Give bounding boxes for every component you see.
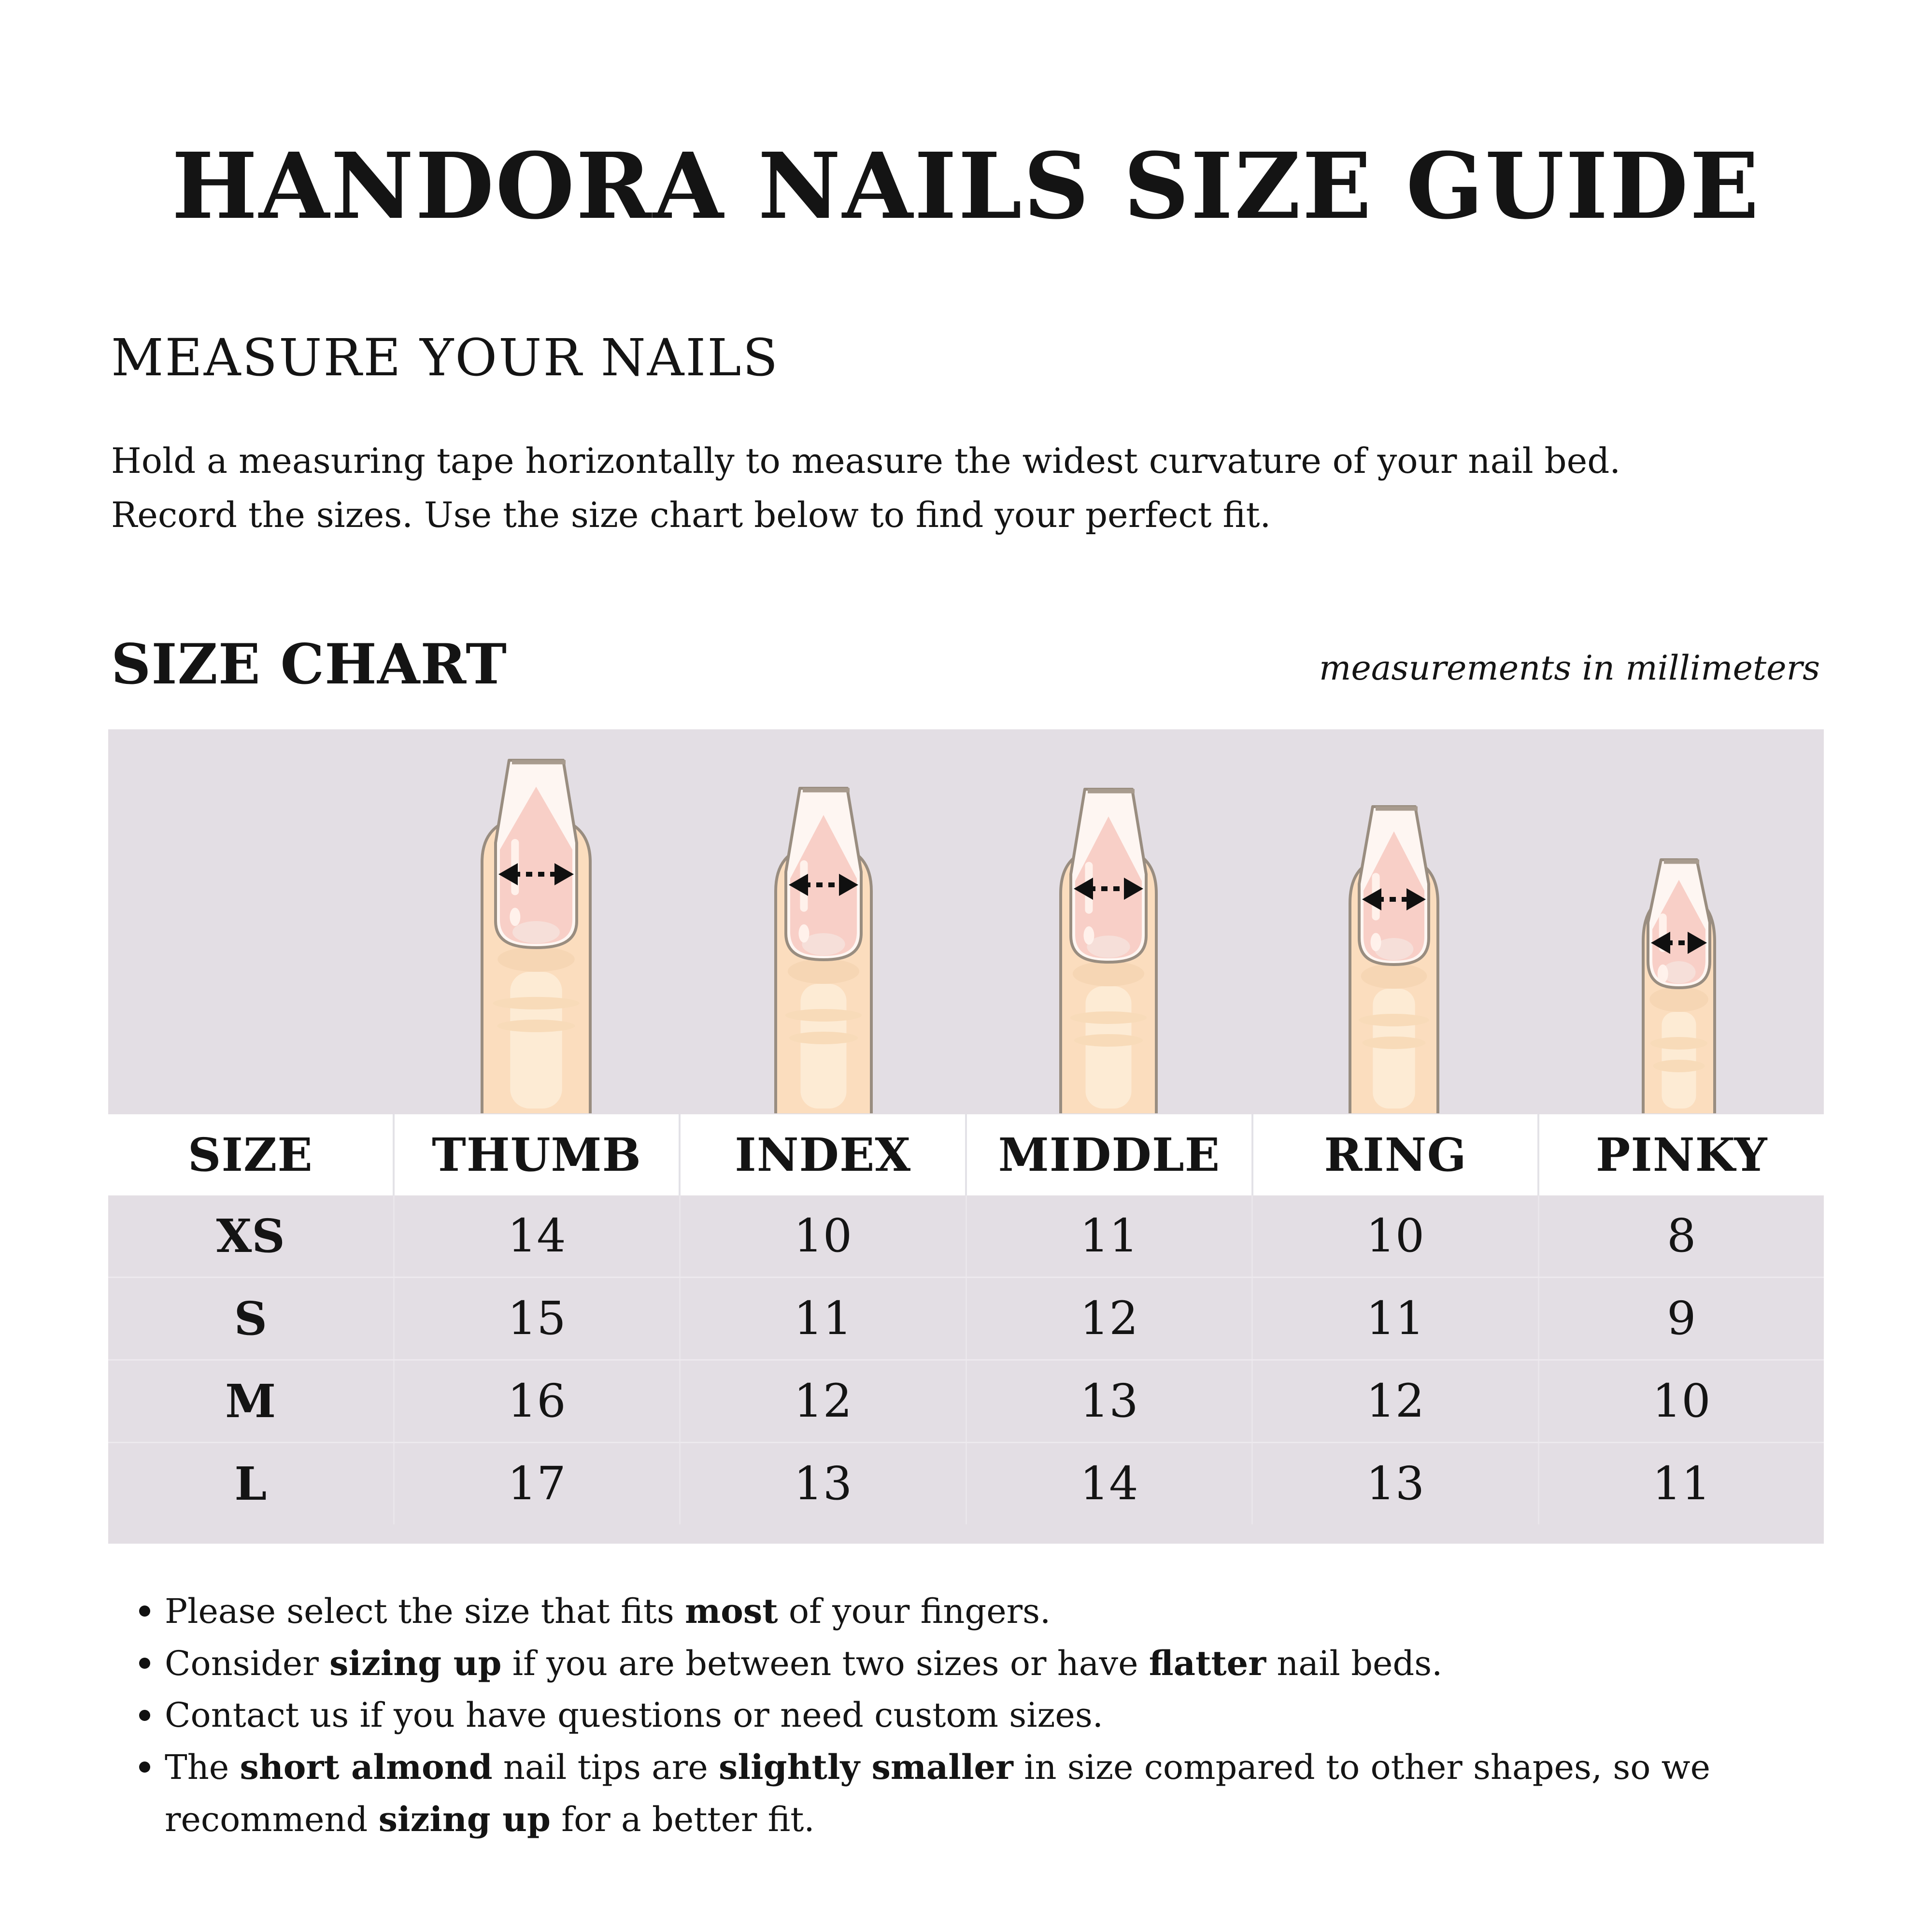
table-row-l (108, 1442, 1824, 1524)
note-text: The short almond nail tips are slightly smaller in size compared to other shapes, so we recommend sizing up for a better fit. (165, 1747, 1711, 1839)
size-value-cell: 8 (1538, 1195, 1824, 1277)
size-value-cell: 10 (1538, 1361, 1824, 1442)
size-value-cell: 12 (966, 1278, 1252, 1359)
size-value-cell: 15 (393, 1278, 680, 1359)
instruction-line-1: Hold a measuring tape horizontally to measure the widest curvature of your nail bed. (111, 440, 1621, 481)
size-value-cell: 9 (1538, 1278, 1824, 1359)
table-row-xs (108, 1195, 1824, 1277)
size-label: L (234, 1457, 267, 1511)
size-label: M (225, 1374, 276, 1428)
size-value-cell: 13 (679, 1443, 966, 1524)
note-item (139, 1741, 1820, 1846)
size-value-cell: 14 (393, 1195, 680, 1277)
note-text: Contact us if you have questions or need custom sizes. (165, 1695, 1104, 1735)
size-value-cell: 12 (679, 1361, 966, 1442)
column-header-ring: RING (1251, 1114, 1538, 1195)
column-header-size: SIZE (108, 1114, 393, 1195)
size-value-cell: 11 (1538, 1443, 1824, 1524)
table-row-s (108, 1277, 1824, 1359)
thumb-finger-illustration (476, 729, 596, 1114)
units-note: measurements in millimeters (1319, 648, 1820, 688)
measure-instructions (111, 434, 1753, 542)
notes-list (139, 1585, 1820, 1846)
bullet-dot (139, 1658, 150, 1669)
size-value-cell: 11 (966, 1195, 1252, 1277)
size-value-cell: 16 (393, 1361, 680, 1442)
size-value-cell: 10 (679, 1195, 966, 1277)
instruction-line-2: Record the sizes. Use the size chart below to find your perfect fit. (111, 495, 1271, 535)
column-header-middle: MIDDLE (965, 1114, 1251, 1195)
middle-finger-illustration (1055, 729, 1162, 1114)
size-value-cell: 11 (1251, 1278, 1538, 1359)
bullet-dot (139, 1762, 150, 1773)
bullet-dot (139, 1605, 150, 1617)
size-label: S (234, 1292, 268, 1346)
ring-finger-illustration (1344, 729, 1444, 1114)
column-header-index: INDEX (679, 1114, 965, 1195)
size-value-cell: 12 (1251, 1361, 1538, 1442)
column-header-thumb: THUMB (393, 1114, 679, 1195)
size-value-cell: 11 (679, 1278, 966, 1359)
finger-illustrations (108, 729, 1824, 1114)
note-item (139, 1585, 1820, 1637)
table-row-m (108, 1359, 1824, 1442)
page-title: HANDORA NAILS SIZE GUIDE (171, 133, 1761, 240)
index-finger-illustration (770, 729, 877, 1114)
column-header-pinky: PINKY (1537, 1114, 1824, 1195)
size-value-cell: 17 (393, 1443, 680, 1524)
bullet-dot (139, 1710, 150, 1721)
size-value-cell: 13 (966, 1361, 1252, 1442)
size-value-cell: 13 (1251, 1443, 1538, 1524)
size-chart-heading: SIZE CHART (111, 632, 507, 696)
size-label: XS (216, 1209, 285, 1263)
size-value-cell: 14 (966, 1443, 1252, 1524)
size-table-header-row (108, 1114, 1824, 1195)
size-value-cell: 10 (1251, 1195, 1538, 1277)
note-text: Consider sizing up if you are between two sizes or have flatter nail beds. (165, 1643, 1443, 1683)
size-chart-panel (108, 729, 1824, 1544)
note-text: Please select the size that fits most of your fingers. (165, 1591, 1051, 1631)
note-item (139, 1637, 1820, 1690)
note-item (139, 1690, 1820, 1741)
pinky-finger-illustration (1637, 729, 1720, 1114)
measure-section-heading: MEASURE YOUR NAILS (111, 328, 780, 387)
size-table-body (108, 1195, 1824, 1524)
